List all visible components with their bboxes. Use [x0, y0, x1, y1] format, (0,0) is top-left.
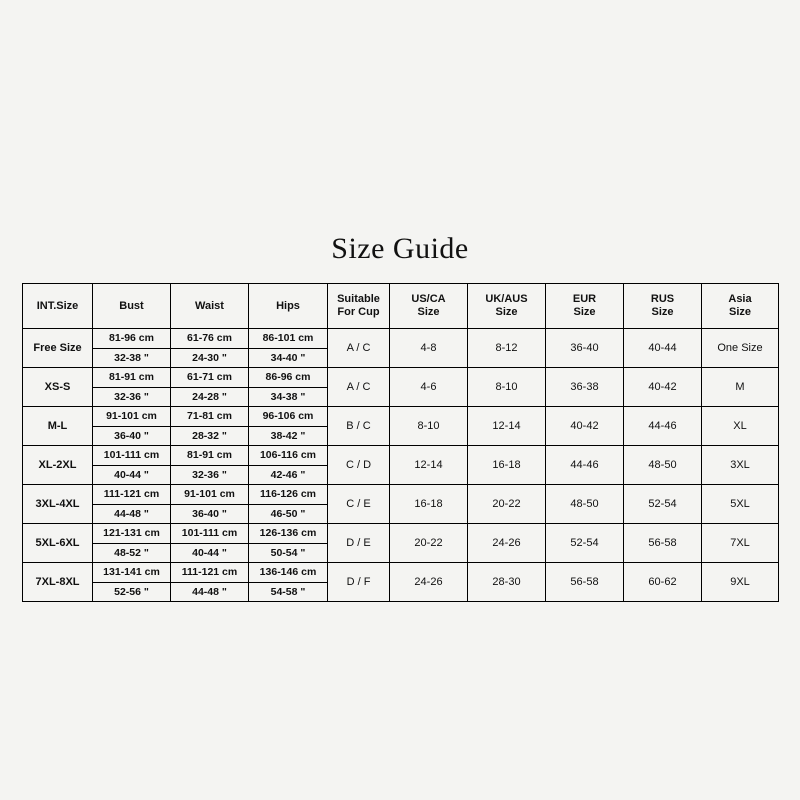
cell-hips-in: 54-58 ": [270, 585, 306, 598]
cell-int-size: 5XL-6XL: [23, 524, 93, 563]
cell-uk-aus: 16-18: [468, 446, 546, 485]
cell-hips: [249, 329, 328, 368]
cell-waist: [171, 485, 249, 524]
cell-waist-in: 32-36 ": [192, 468, 227, 481]
cell-bust: [93, 485, 171, 524]
cell-hips: [249, 368, 328, 407]
cell-hips-cm: 96-106 cm: [249, 407, 327, 427]
cell-rus: 40-42: [624, 368, 702, 407]
cell-waist-in: 36-40 ": [192, 507, 227, 520]
cell-hips: [249, 524, 328, 563]
cell-uk-aus: 24-26: [468, 524, 546, 563]
cell-us-ca: 20-22: [390, 524, 468, 563]
column-header-cup-line1: Suitable: [337, 293, 380, 306]
column-header-asia-size: [702, 284, 779, 329]
cell-hips-cm: 86-101 cm: [249, 329, 327, 349]
column-header-cup-line2: For Cup: [337, 306, 380, 318]
cell-eur: 56-58: [546, 563, 624, 602]
cell-waist-cm: 91-101 cm: [171, 485, 248, 505]
table-row: [23, 524, 779, 563]
table-row: [23, 329, 779, 368]
column-header-eur-line1: EUR: [572, 293, 597, 306]
table-row: [23, 446, 779, 485]
cell-rus: 48-50: [624, 446, 702, 485]
cell-bust-in: 32-36 ": [114, 390, 149, 403]
cell-uk-aus: 20-22: [468, 485, 546, 524]
cell-int-size: 3XL-4XL: [23, 485, 93, 524]
cell-int-size: Free Size: [23, 329, 93, 368]
cell-asia: 3XL: [702, 446, 779, 485]
column-header-asia-line2: Size: [728, 306, 751, 318]
cell-hips-cm: 126-136 cm: [249, 524, 327, 544]
cell-uk-aus: 8-10: [468, 368, 546, 407]
cell-rus: 44-46: [624, 407, 702, 446]
cell-rus: 40-44: [624, 329, 702, 368]
cell-eur: 36-40: [546, 329, 624, 368]
cell-eur: 44-46: [546, 446, 624, 485]
cell-bust-in: 44-48 ": [114, 507, 149, 520]
cell-bust-in: 40-44 ": [114, 468, 149, 481]
cell-asia: 5XL: [702, 485, 779, 524]
cell-cup: C / D: [328, 446, 390, 485]
cell-bust-cm: 91-101 cm: [93, 407, 170, 427]
cell-hips: [249, 407, 328, 446]
cell-asia: XL: [702, 407, 779, 446]
cell-hips: [249, 563, 328, 602]
cell-bust-in: 52-56 ": [114, 585, 149, 598]
column-header-waist-line1: Waist: [195, 299, 224, 312]
cell-waist: [171, 368, 249, 407]
cell-rus: 52-54: [624, 485, 702, 524]
cell-eur: 52-54: [546, 524, 624, 563]
cell-hips-cm: 86-96 cm: [249, 368, 327, 388]
cell-bust: [93, 524, 171, 563]
cell-eur: 36-38: [546, 368, 624, 407]
column-header-us-ca-line1: US/CA: [411, 293, 446, 306]
column-header-bust-line1: Bust: [119, 299, 144, 312]
cell-hips-cm: 106-116 cm: [249, 446, 327, 466]
column-header-uk-aus-line1: UK/AUS: [485, 293, 528, 306]
cell-waist: [171, 446, 249, 485]
cell-waist-in: 40-44 ": [192, 546, 227, 559]
cell-cup: D / E: [328, 524, 390, 563]
cell-eur: 48-50: [546, 485, 624, 524]
cell-bust: [93, 329, 171, 368]
column-header-int-size: [23, 284, 93, 329]
column-header-rus-line2: Size: [651, 306, 674, 318]
cell-waist-in: 24-30 ": [192, 351, 227, 364]
table-row: [23, 563, 779, 602]
cell-hips-in: 46-50 ": [270, 507, 306, 520]
cell-waist: [171, 407, 249, 446]
column-header-us-ca-size: [390, 284, 468, 329]
cell-asia: M: [702, 368, 779, 407]
table-body: [23, 329, 779, 602]
column-header-bust: [93, 284, 171, 329]
cell-hips-in: 34-38 ": [270, 390, 306, 403]
cell-hips: [249, 485, 328, 524]
column-header-eur-line2: Size: [573, 306, 596, 318]
cell-us-ca: 12-14: [390, 446, 468, 485]
cell-waist-cm: 61-76 cm: [171, 329, 248, 349]
column-header-hips-line1: Hips: [276, 299, 300, 312]
cell-bust-cm: 121-131 cm: [93, 524, 170, 544]
cell-waist-cm: 111-121 cm: [171, 563, 248, 583]
cell-asia: 7XL: [702, 524, 779, 563]
cell-bust: [93, 563, 171, 602]
cell-hips: [249, 446, 328, 485]
cell-rus: 60-62: [624, 563, 702, 602]
cell-us-ca: 8-10: [390, 407, 468, 446]
cell-cup: C / E: [328, 485, 390, 524]
cell-bust-cm: 131-141 cm: [93, 563, 170, 583]
page-title: Size Guide: [331, 232, 469, 265]
table-header: [23, 284, 779, 329]
cell-uk-aus: 12-14: [468, 407, 546, 446]
table-header-row: [23, 284, 779, 329]
cell-bust-cm: 81-96 cm: [93, 329, 170, 349]
size-guide-table: [22, 283, 779, 602]
cell-eur: 40-42: [546, 407, 624, 446]
table-row: [23, 485, 779, 524]
cell-bust-cm: 111-121 cm: [93, 485, 170, 505]
cell-cup: D / F: [328, 563, 390, 602]
cell-waist-cm: 81-91 cm: [171, 446, 248, 466]
cell-waist-cm: 61-71 cm: [171, 368, 248, 388]
cell-int-size: XL-2XL: [23, 446, 93, 485]
cell-bust: [93, 407, 171, 446]
cell-cup: A / C: [328, 329, 390, 368]
cell-bust-in: 36-40 ": [114, 429, 149, 442]
column-header-int-size-line1: INT.Size: [36, 299, 79, 312]
cell-waist: [171, 524, 249, 563]
cell-waist-cm: 71-81 cm: [171, 407, 248, 427]
column-header-uk-aus-size: [468, 284, 546, 329]
cell-waist: [171, 329, 249, 368]
size-guide-table-wrapper: [22, 283, 778, 602]
cell-hips-in: 34-40 ": [270, 351, 306, 364]
cell-bust-in: 32-38 ": [114, 351, 149, 364]
column-header-rus-line1: RUS: [650, 293, 675, 306]
cell-us-ca: 4-8: [390, 329, 468, 368]
cell-bust: [93, 368, 171, 407]
cell-hips-in: 38-42 ": [270, 429, 306, 442]
cell-hips-in: 50-54 ": [270, 546, 306, 559]
cell-hips-cm: 136-146 cm: [249, 563, 327, 583]
column-header-eur-size: [546, 284, 624, 329]
cell-uk-aus: 8-12: [468, 329, 546, 368]
column-header-uk-aus-line2: Size: [495, 306, 518, 318]
cell-waist-in: 24-28 ": [192, 390, 227, 403]
cell-us-ca: 4-6: [390, 368, 468, 407]
cell-waist-in: 44-48 ": [192, 585, 227, 598]
cell-hips-cm: 116-126 cm: [249, 485, 327, 505]
cell-us-ca: 24-26: [390, 563, 468, 602]
cell-rus: 56-58: [624, 524, 702, 563]
cell-uk-aus: 28-30: [468, 563, 546, 602]
cell-bust: [93, 446, 171, 485]
cell-asia: 9XL: [702, 563, 779, 602]
cell-bust-cm: 101-111 cm: [93, 446, 170, 466]
column-header-hips: [249, 284, 328, 329]
cell-bust-in: 48-52 ": [114, 546, 149, 559]
cell-waist-in: 28-32 ": [192, 429, 227, 442]
cell-asia: One Size: [702, 329, 779, 368]
cell-hips-in: 42-46 ": [270, 468, 306, 481]
column-header-waist: [171, 284, 249, 329]
cell-int-size: 7XL-8XL: [23, 563, 93, 602]
cell-int-size: M-L: [23, 407, 93, 446]
column-header-suitable-for-cup: [328, 284, 390, 329]
table-row: [23, 407, 779, 446]
cell-waist: [171, 563, 249, 602]
cell-us-ca: 16-18: [390, 485, 468, 524]
cell-int-size: XS-S: [23, 368, 93, 407]
cell-bust-cm: 81-91 cm: [93, 368, 170, 388]
column-header-us-ca-line2: Size: [417, 306, 440, 318]
cell-cup: B / C: [328, 407, 390, 446]
column-header-asia-line1: Asia: [728, 293, 752, 306]
cell-cup: A / C: [328, 368, 390, 407]
column-header-rus-size: [624, 284, 702, 329]
table-row: [23, 368, 779, 407]
cell-waist-cm: 101-111 cm: [171, 524, 248, 544]
